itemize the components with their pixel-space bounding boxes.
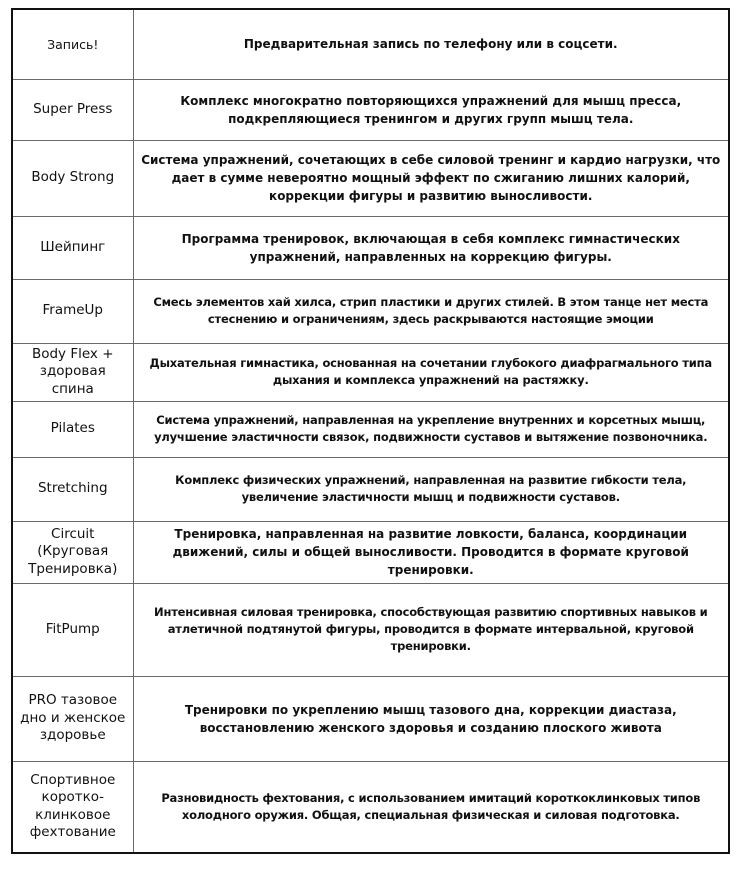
class-name: Шейпинг — [12, 216, 133, 279]
classes-table — [11, 8, 730, 854]
class-name: PRO тазовое дно и женское здоровье — [12, 676, 133, 761]
table-row — [12, 676, 729, 761]
class-description: Система упражнений, сочетающих в себе силовой тренинг и кардио нагрузки, что дает в сумме невероятно мощный эффект по сжиганию лишних калорий, коррекции фигуры и развитию выносливости. — [133, 140, 729, 216]
class-description: Предварительная запись по телефону или в соцсети. — [133, 9, 729, 79]
class-description: Программа тренировок, включающая в себя комплекс гимнастических упражнений, направленных на коррекцию фигуры. — [133, 216, 729, 279]
table-row — [12, 79, 729, 140]
table-row — [12, 9, 729, 79]
table-row — [12, 521, 729, 583]
table-row — [12, 279, 729, 343]
table-row — [12, 140, 729, 216]
class-name: Body Flex + здоровая спина — [12, 343, 133, 401]
class-description: Смесь элементов хай хилса, стрип пластики и других стилей. В этом танце нет места стеснению и ограничениям, здесь раскрываются настоящие эмоции — [133, 279, 729, 343]
table-row — [12, 343, 729, 401]
class-name: FitPump — [12, 583, 133, 676]
class-name: Pilates — [12, 401, 133, 457]
class-description: Тренировка, направленная на развитие ловкости, баланса, координации движений, силы и общей выносливости. Проводится в формате круговой тренировки. — [133, 521, 729, 583]
class-name: FrameUp — [12, 279, 133, 343]
class-description: Тренировки по укреплению мышц тазового дна, коррекции диастаза, восстановлению женского здоровья и созданию плоского живота — [133, 676, 729, 761]
class-name: Super Press — [12, 79, 133, 140]
class-description: Дыхательная гимнастика, основанная на сочетании глубокого диафрагмального типа дыхания и комплекса упражнений на растяжку. — [133, 343, 729, 401]
class-name: Circuit (Круговая Тренировка) — [12, 521, 133, 583]
table-row — [12, 761, 729, 853]
class-description: Система упражнений, направленная на укрепление внутренних и корсетных мышц, улучшение эластичности связок, подвижности суставов и вытяжение позвоночника. — [133, 401, 729, 457]
class-description: Комплекс физических упражнений, направленная на развитие гибкости тела, увеличение эластичности мышц и подвижности суставов. — [133, 457, 729, 521]
class-description: Комплекс многократно повторяющихся упражнений для мышц пресса, подкрепляющиеся тренингом и других групп мышц тела. — [133, 79, 729, 140]
table-row — [12, 583, 729, 676]
table-row — [12, 457, 729, 521]
class-name: Запись! — [12, 9, 133, 79]
class-description: Разновидность фехтования, с использованием имитаций короткоклинковых типов холодного оружия. Общая, специальная физическая и силовая подготовка. — [133, 761, 729, 853]
table-row — [12, 401, 729, 457]
class-name: Body Strong — [12, 140, 133, 216]
table-row — [12, 216, 729, 279]
class-name: Stretching — [12, 457, 133, 521]
class-description: Интенсивная силовая тренировка, способствующая развитию спортивных навыков и атлетичной подтянутой фигуры, проводится в формате интервальной, круговой тренировки. — [133, 583, 729, 676]
class-name: Спортивное коротко-клинковое фехтование — [12, 761, 133, 853]
